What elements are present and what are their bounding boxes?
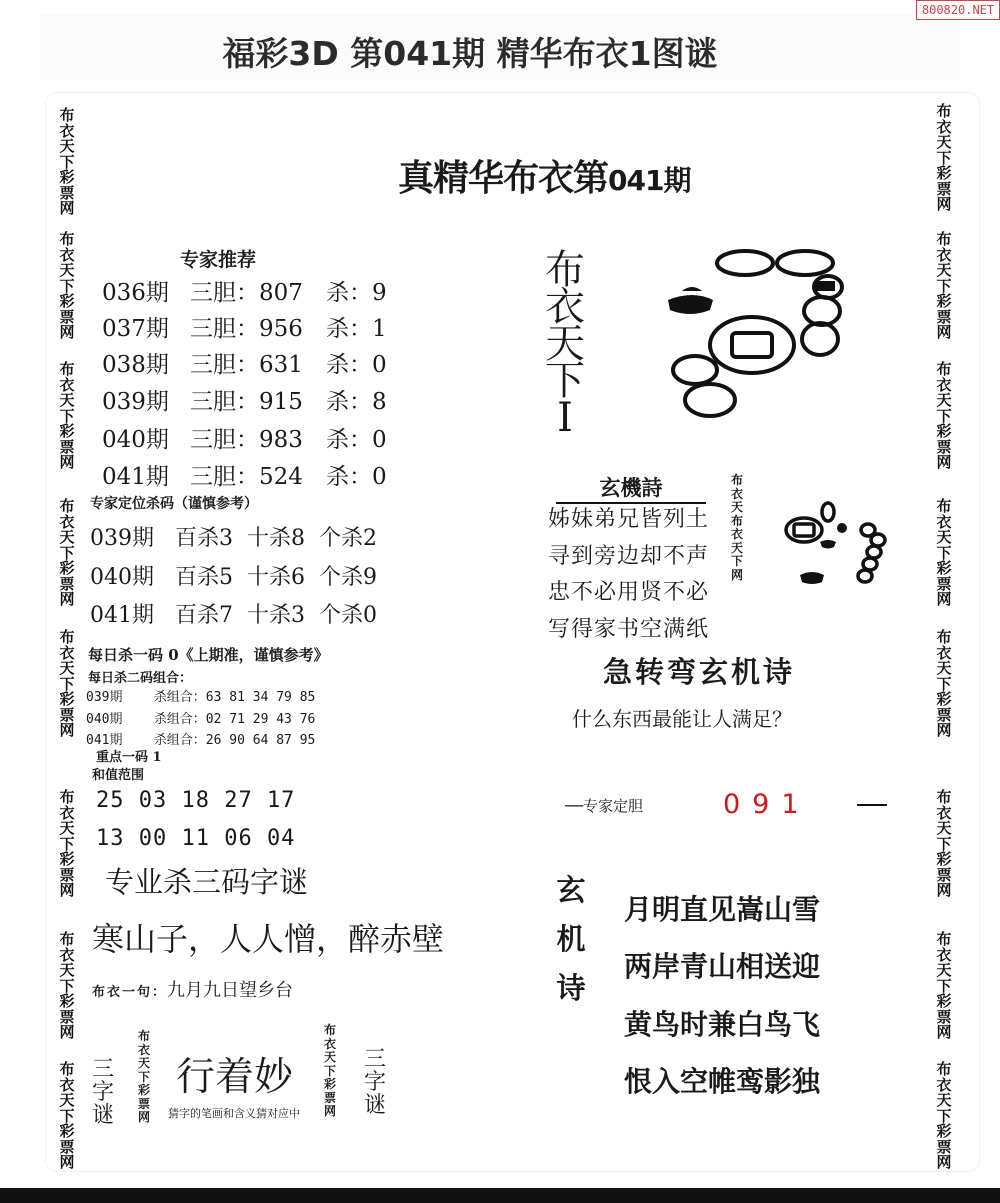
xuanji-poem-line: 月明直见嵩山雪: [624, 893, 821, 926]
brain-teaser-question: 什么东西最能让人满足？: [572, 707, 792, 731]
xzm-note: 猜字的笔画和含义猜对应中: [168, 1107, 300, 1120]
left-side-label: 布 衣 天 下 彩 票 网: [59, 1060, 75, 1171]
xuanji-poem-line: 黄鸟时兼白鸟飞: [624, 1008, 821, 1041]
expert-row: 036期 三胆：807 杀：9: [102, 280, 387, 306]
position-kill-row: 041期 百杀7 十杀3 个杀0: [90, 603, 377, 628]
sum-range-label: 和值范围: [92, 768, 145, 783]
xuanji-vertical-label: 玄 机 诗: [556, 873, 586, 1005]
kill-combo-row: 041期 杀组合：26 90 64 87 95: [86, 733, 316, 748]
right-side-label: 布 衣 天 下 彩 票 网: [936, 102, 952, 213]
left-side-label: 布 衣 天 下 彩 票 网: [59, 106, 75, 217]
buyi-sentence: 布衣一句：九月九日望乡台: [92, 980, 294, 1001]
sum-range-row: 13 00 11 06 04: [96, 826, 296, 851]
left-side-label: 布 衣 天 下 彩 票 网: [59, 230, 75, 341]
left-side-label: 布 衣 天 下 彩 票 网: [59, 628, 75, 739]
side-label-small: 布 衣 天 下 彩 票 网: [323, 1023, 336, 1118]
right-side-label: 布 衣 天 下 彩 票 网: [936, 230, 952, 341]
daily-kill-one: 每日杀一码 0《上期准，谨慎参考》: [88, 646, 329, 664]
site-watermark[interactable]: 800820.NET: [916, 0, 1000, 20]
right-side-label: 布 衣 天 下 彩 票 网: [936, 628, 952, 739]
position-kill-row: 039期 百杀3 十杀8 个杀2: [90, 526, 377, 551]
left-side-label: 布 衣 天 下 彩 票 网: [59, 497, 75, 608]
xzm-riddle: 行着妙: [176, 1055, 294, 1100]
san-zi-mi-left: 三 字 谜: [91, 1057, 114, 1128]
expert-fixed-dan-numbers: 091: [723, 789, 811, 820]
right-side-label: 布 衣 天 下 彩 票 网: [936, 497, 952, 608]
poem-side-label: 布 衣 天 布 衣 天 下 网: [730, 473, 743, 582]
ingot-coins-illustration: [660, 245, 870, 425]
right-side-label: 布 衣 天 下 彩 票 网: [936, 930, 952, 1041]
right-side-label: 布 衣 天 下 彩 票 网: [936, 360, 952, 471]
poem-line: 寻到旁边却不声: [548, 544, 710, 569]
expert-row: 041期 三胆：524 杀：0: [102, 464, 387, 490]
sheet-title: 真精华布衣第041期: [398, 158, 691, 199]
divider-rule: [857, 804, 887, 806]
poem-line: 忠不必用贤不必: [548, 580, 710, 605]
expert-row: 039期 三胆：915 杀：8: [102, 389, 387, 415]
side-label-small: 布 衣 天 下 彩 票 网: [137, 1029, 150, 1124]
poem-line: 姊妹弟兄皆列土: [548, 507, 710, 532]
position-kill-heading: 专家定位杀码（谨慎参考）: [90, 496, 258, 512]
left-side-label: 布 衣 天 下 彩 票 网: [59, 930, 75, 1041]
expert-row: 038期 三胆：631 杀：0: [102, 352, 387, 378]
daily-kill-two-heading: 每日杀二码组合：: [88, 671, 193, 686]
expert-fixed-dan-label: ──专家定胆: [565, 797, 644, 815]
bottom-bar: [0, 1188, 1000, 1203]
pro-kill-title: 专业杀三码字谜: [105, 865, 309, 899]
buyi-vertical-title: 布 衣 天 下 I: [545, 247, 585, 441]
key-one-code: 重点一码 1: [96, 750, 162, 765]
right-side-label: 布 衣 天 下 彩 票 网: [936, 1060, 952, 1171]
position-kill-row: 040期 百杀5 十杀6 个杀9: [90, 565, 377, 590]
riddle-text: 寒山子，人人憎，醉赤壁: [92, 920, 445, 958]
xuanji-poem-line: 两岸青山相送迎: [624, 950, 821, 983]
xuanji-poem-line: 恨入空帷鸾影独: [624, 1065, 821, 1098]
kill-combo-row: 039期 杀组合：63 81 34 79 85: [86, 690, 316, 705]
page-title: 福彩3D 第041期 精华布衣1图谜: [222, 34, 718, 73]
san-zi-mi-right: 三 字 谜: [363, 1047, 386, 1118]
expert-row: 037期 三胆：956 杀：1: [102, 316, 387, 342]
kill-combo-row: 040期 杀组合：02 71 29 43 76: [86, 712, 316, 727]
expert-heading: 专家推荐: [180, 249, 257, 271]
poem-line: 写得家书空满纸: [548, 617, 710, 642]
xuanji-poem-heading: 玄機詩: [556, 472, 706, 504]
left-side-label: 布 衣 天 下 彩 票 网: [59, 788, 75, 899]
left-side-label: 布 衣 天 下 彩 票 网: [59, 360, 75, 471]
coin-chain-illustration: [780, 500, 895, 595]
brain-teaser-title: 急转弯玄机诗: [603, 655, 796, 689]
sum-range-row: 25 03 18 27 17: [96, 788, 296, 813]
right-side-label: 布 衣 天 下 彩 票 网: [936, 788, 952, 899]
expert-row: 040期 三胆：983 杀：0: [102, 427, 387, 453]
